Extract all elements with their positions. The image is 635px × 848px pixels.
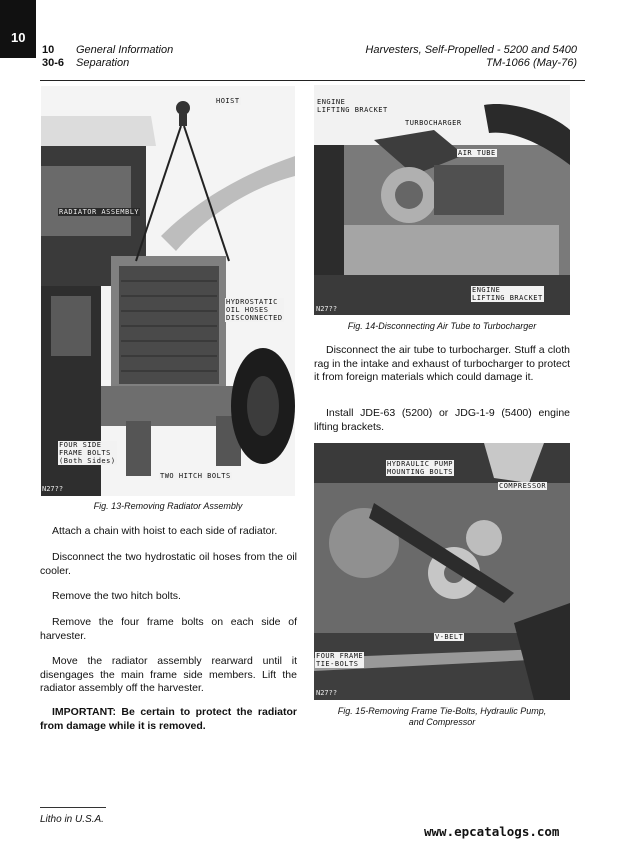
litho-note: Litho in U.S.A. [40, 814, 104, 825]
label-compressor: COMPRESSOR [499, 482, 547, 490]
label-engine-lifting-bracket-bottom: ENGINE LIFTING BRACKET [472, 286, 543, 302]
left-paragraph-3: Remove the two hitch bolts. [52, 590, 181, 602]
label-hydrostatic-hoses: HYDROSTATIC OIL HOSES DISCONNECTED [226, 298, 283, 322]
header-left-line-2 [42, 57, 129, 70]
manual-date: (May-76) [532, 57, 577, 69]
right-paragraph-1: Disconnect the air tube to turbocharger. Stuff a cloth rag in the intake and exhaust of turbocharger to protect it from foreign materials which could damage it. [314, 344, 570, 383]
label-frame-tie-bolts: FOUR FRAME TIE-BOLTS [316, 652, 364, 668]
figure-14-photo [314, 85, 570, 315]
page-number: 10 [42, 44, 55, 56]
manual-number: TM-1066 [485, 57, 530, 69]
label-hydraulic-pump-bolts: HYDRAULIC PUMP MOUNTING BOLTS [387, 460, 454, 476]
header-topic: General Information [76, 44, 174, 56]
figure-15-plate: N27?? [316, 689, 338, 697]
label-hitch-bolts: TWO HITCH BOLTS [160, 472, 231, 480]
left-paragraph-1: Attach a chain with hoist to each side of radiator. [52, 525, 278, 537]
label-v-belt: V-BELT [435, 633, 464, 641]
watermark-url: www.epcatalogs.com [424, 824, 560, 839]
footer-rule [40, 807, 106, 808]
left-paragraph-4: Remove the four frame bolts on each side of harvester. [40, 616, 297, 642]
label-radiator-assembly: RADIATOR ASSEMBLY [59, 208, 140, 216]
header-left-line-1 [42, 44, 173, 57]
left-paragraph-2: Disconnect the two hydrostatic oil hoses from the oil cooler. [40, 551, 297, 577]
label-hoist: HOIST [216, 97, 240, 105]
header-subtopic: Separation [76, 57, 130, 69]
header-right-line-2 [486, 57, 577, 70]
page-tab [0, 0, 36, 58]
important-note: IMPORTANT: Be certain to protect the radiator from damage while it is removed. [40, 706, 297, 732]
label-turbocharger: TURBOCHARGER [405, 119, 462, 127]
figure-15-photo [314, 443, 570, 700]
figure-15-caption: Fig. 15-Removing Frame Tie-Bolts, Hydraulic Pump, and Compressor [337, 706, 547, 727]
right-paragraph-2: Install JDE-63 (5200) or JDG-1-9 (5400) engine lifting brackets. [314, 407, 570, 433]
figure-13-plate: N27?? [42, 485, 64, 493]
label-engine-lifting-bracket-top: ENGINE LIFTING BRACKET [317, 98, 388, 114]
label-frame-bolts: FOUR SIDE FRAME BOLTS (Both Sides) [59, 441, 116, 465]
header-rule [40, 80, 585, 81]
header-right-line-1 [365, 44, 577, 57]
figure-14-caption: Fig. 14-Disconnecting Air Tube to Turbocharger [347, 321, 537, 331]
left-paragraph-5: Move the radiator assembly rearward until it disengages the main frame side members. Lift the radiator assembly off the harvester. [40, 655, 297, 694]
figure-14-plate: N27?? [316, 305, 338, 313]
figure-13-caption: Fig. 13-Removing Radiator Assembly [93, 501, 243, 511]
page-tab-label: 10 [11, 30, 26, 45]
figure-13-photo [41, 86, 295, 496]
header-title: Harvesters, Self-Propelled - 5200 and 5400 [365, 44, 577, 56]
label-air-tube: AIR TUBE [458, 149, 496, 157]
figure-13-illustration [41, 86, 295, 496]
section-number: 30-6 [42, 57, 65, 69]
